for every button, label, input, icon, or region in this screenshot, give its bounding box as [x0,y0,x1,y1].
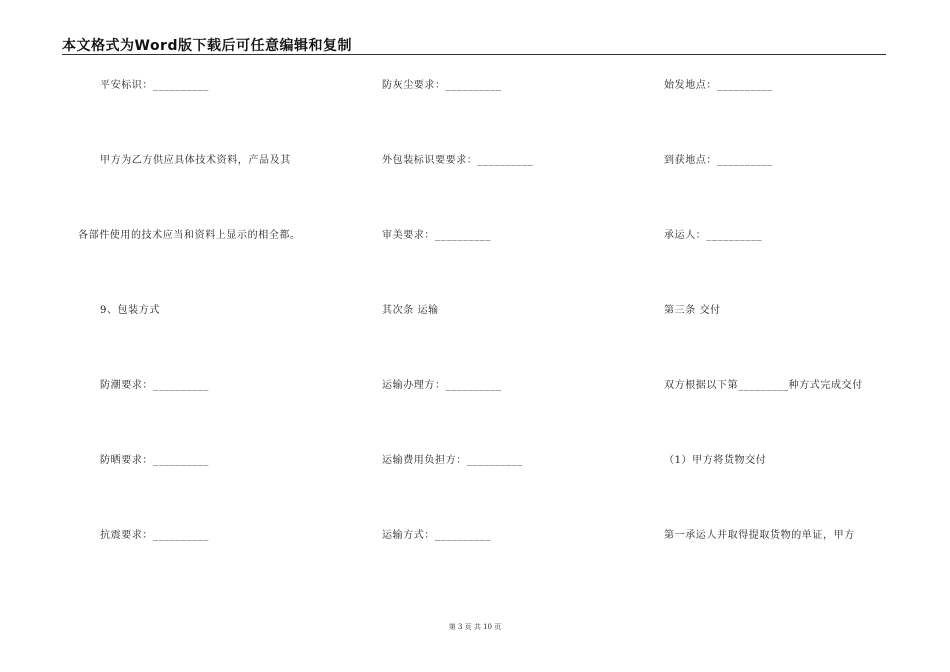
middle-line-7: 运输方式：__________ [382,530,491,541]
left-line-3: 各部件使用的技术应当和资料上显示的相全都。 [78,230,301,241]
left-line-1: 平安标识：__________ [100,80,209,91]
right-line-6: （1）甲方将货物交付 [664,455,767,466]
page-footer-number: 第 3 页 共 10 页 [448,623,502,631]
right-line-7: 第一承运人并取得提取货物的单证，甲方 [664,530,855,541]
middle-line-4: 其次条 运输 [382,305,439,316]
left-line-7: 抗震要求：__________ [100,530,209,541]
header-divider [62,54,886,55]
page-header-title: 本文格式为Word版下载后可任意编辑和复制 [62,38,352,54]
middle-line-6: 运输费用负担方：__________ [382,455,523,466]
right-line-2: 到获地点：__________ [664,155,773,166]
right-line-3: 承运人：__________ [664,230,763,241]
middle-line-1: 防灰尘要求：__________ [382,80,502,91]
middle-line-2: 外包装标识要要求：__________ [382,155,534,166]
left-line-6: 防晒要求：__________ [100,455,209,466]
right-line-1: 始发地点：__________ [664,80,773,91]
left-line-2: 甲方为乙方供应具体技术资料，产品及其 [100,155,291,166]
left-line-5: 防潮要求：__________ [100,380,209,391]
left-line-4: 9、包装方式 [100,305,160,316]
middle-line-5: 运输办理方：__________ [382,380,502,391]
middle-line-3: 审美要求：__________ [382,230,491,241]
right-line-4: 第三条 交付 [664,305,721,316]
right-line-5: 双方根据以下第_________种方式完成交付 [664,380,863,391]
